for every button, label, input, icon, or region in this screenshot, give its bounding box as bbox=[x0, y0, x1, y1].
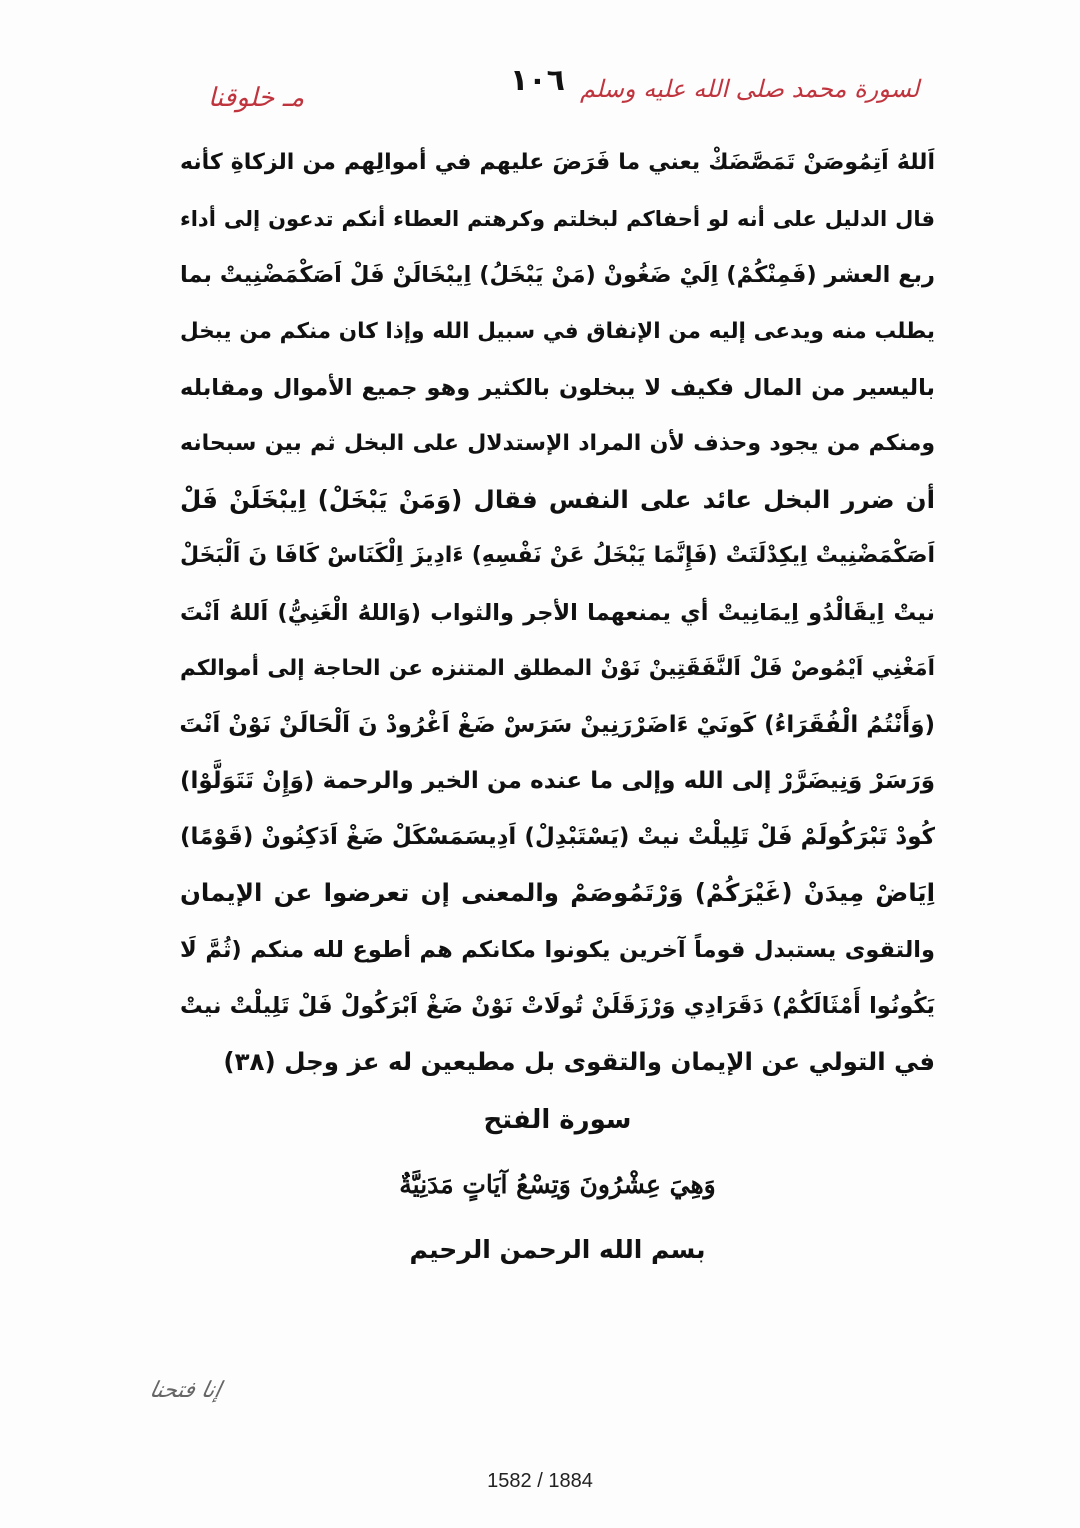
text-line: والتقوى يستبدل قوماً آخرين يكونوا مكانكم هم أطوع لله منكم (ثُمَّ لَا bbox=[180, 936, 935, 963]
text-line: ومنكم من يجود وحذف لأن المراد الإستدلال على البخل ثم بين سبحانه bbox=[180, 430, 935, 456]
pagination-indicator: 1582 / 1884 bbox=[487, 1470, 593, 1492]
text-line: أن ضرر البخل عائد على النفس فقال (وَمَنْ يَبْخَلْ) اِيبْخَلَنْ فَلْ bbox=[180, 485, 935, 515]
handwritten-signature: إنا فتحنا bbox=[147, 1378, 224, 1403]
text-line: كُودْ تَبْرَكُولَمْ فَلْ تَلِيلْتْ نيتْ (يَسْتَبْدِلْ) اَدِيسَمَسْكَلْ ضَغْ اَدَكِنُونْ (قَوْمًا) bbox=[180, 824, 935, 851]
text-line: قال الدليل على أنه لو أحفاكم لبخلتم وكرهتم العطاء أنكم تدعون إلى أداء bbox=[180, 207, 935, 232]
handwritten-note-left: مـ خلوقنا bbox=[208, 83, 305, 113]
text-line: اِيَاضْ مِيدَنْ (غَيْرَكُمْ) وَرْتَمُوصَمْ والمعنى إن تعرضوا عن الإيمان bbox=[180, 878, 935, 908]
surah-title: سورة الفتح bbox=[483, 1105, 632, 1135]
text-line: (وَأَنْتُمُ الْفُقَرَاءُ) كَونَيْ ءَاضَرْرَنِينْ سَرَسْ ضَغْ اَغْرُودْ نَ اَلْحَالَنْ نَوْنْ اَنْتَ bbox=[179, 711, 935, 738]
text-line: ربع العشر (فَمِنْكُمْ) اِلَيْ ضَغُونْ (مَنْ يَبْخَلُ) اِيبْخَالَنْ فَلْ اَصَكْمَضْنِيتْ بما bbox=[180, 262, 935, 289]
text-line: وَرَسَرْ وَنِيضَرَّرْ إلى الله وإلى ما عنده من الخير والرحمة (وَإِنْ تَتَوَلَّوْا) bbox=[180, 768, 935, 795]
page-number: ١٠٦ bbox=[510, 63, 565, 98]
handwritten-note-right: لسورة محمد صلى الله عليه وسلم bbox=[580, 75, 920, 103]
page-header bbox=[180, 55, 940, 125]
body-text bbox=[180, 135, 935, 1090]
text-line: يطلب منه ويدعى إليه من الإنفاق في سبيل الله وإذا كان منكم من يبخل bbox=[180, 318, 935, 344]
surah-info: وَهِيَ عِشْرُونَ وَتِسْعُ آيَاتٍ مَدَنِيَّةٌ bbox=[399, 1170, 716, 1199]
text-line: نيتْ اِيقَالْدُو اِيمَانِيتْ أي يمنعهما الأجر والثواب (وَاللهُ الْغَنِيُّ) اَللهُ اَنْتَ bbox=[180, 599, 935, 626]
text-line: باليسير من المال فكيف لا يبخلون بالكثير وهو جميع الأموال ومقابله bbox=[180, 374, 935, 401]
text-line: يَكُونُوا أَمْثَالَكُمْ) دَقَرَادِي وَرْزَقَلَنْ تُولَاتْ نَوْنْ ضَغْ اَبْرَكُولْ فَلْ تَلِيلْتْ نيتْ bbox=[180, 992, 935, 1019]
text-line: في التولي عن الإيمان والتقوى بل مطيعين له عز وجل (٣٨) bbox=[223, 1047, 935, 1076]
text-line: اَمَغْنِي اَيْمُوصْ فَلْ اَلنَّفَقَتِينْ نَوْنْ المطلق المتنزه عن الحاجة إلى أموالكم bbox=[180, 655, 935, 681]
text-line: اَصَكْمَضْنِيتْ اِيكِدْلَتَتْ (فَإِنَّمَا يَبْخَلُ عَنْ نَفْسِهِ) ءَادِيزَ اِلْكَنَاسْ كَافَا نَ اَلْبَخَلْ bbox=[180, 543, 935, 569]
basmala: بسم الله الرحمن الرحيم bbox=[409, 1235, 706, 1264]
text-line: اَللهُ اَتِمُوصَنْ تَمَصَّضَكْ يعني ما فَرَضَ عليهم في أموالِهم من الزكاةِ كأنه bbox=[180, 150, 935, 175]
